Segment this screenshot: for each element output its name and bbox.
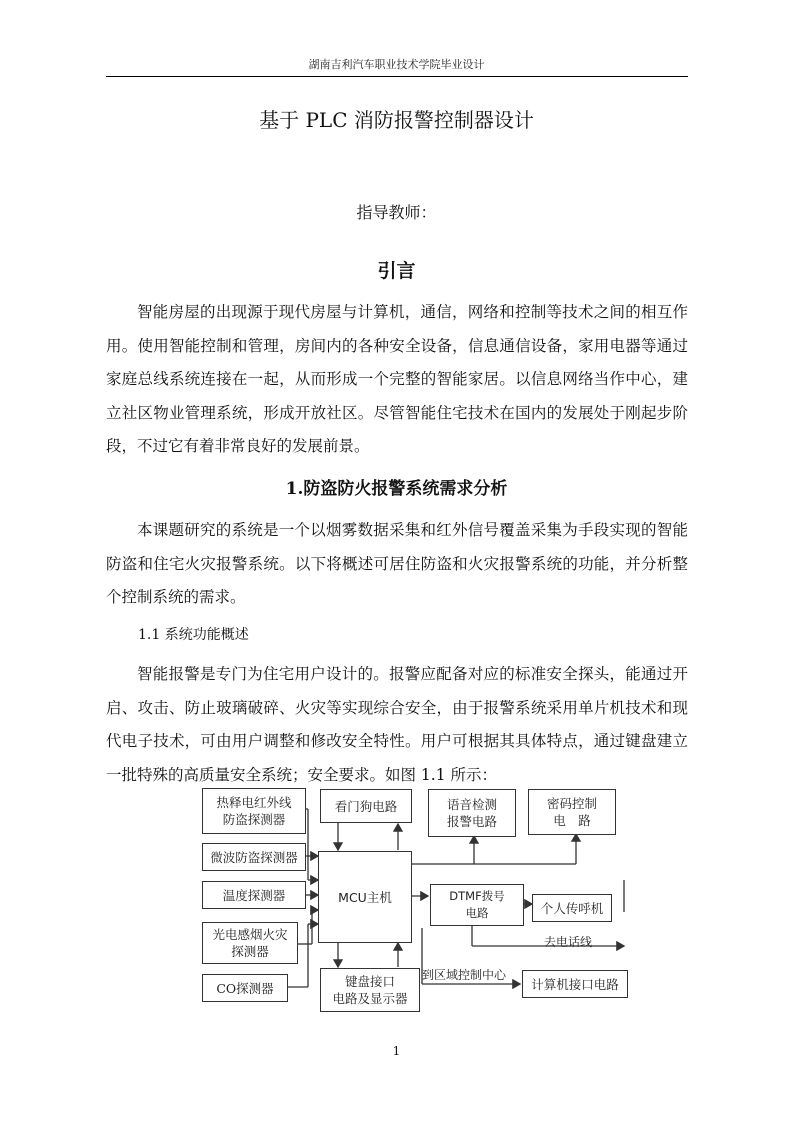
ir-detector-box [202, 788, 306, 834]
voice-alarm-box [428, 789, 516, 837]
temperature-detector-label: 温度探测器 [222, 887, 286, 903]
pager-box [532, 894, 612, 922]
password-label: 密码控制 电 路 [546, 796, 597, 828]
microwave-detector-label: 微波防盗探测器 [210, 849, 298, 865]
mcu-box [318, 851, 412, 943]
microwave-detector-box [202, 843, 306, 871]
keyboard-label: 键盘接口 电路及显示器 [332, 974, 408, 1006]
section-1-1-heading: 1.1 系统功能概述 [138, 627, 249, 643]
pc-interface-box [522, 970, 628, 998]
section-1-paragraph-text: 本课题研究的系统是一个以烟雾数据采集和红外信号覆盖采集为手段实现的智能防盗和住宅火灾报警系统。以下将概述可居住防盗和火灾报警系统的功能，并分析整个控制系统的需求。 [106, 521, 688, 606]
section-1-paragraph [106, 514, 688, 615]
ir-detector-label: 热释电红外线 防盗探测器 [216, 795, 292, 827]
pc-interface-label: 计算机接口电路 [531, 976, 619, 992]
system-block-diagram [196, 784, 630, 1016]
keyboard-box [320, 968, 420, 1012]
intro-paragraph [106, 296, 688, 464]
pager-label: 个人传呼机 [540, 900, 604, 916]
section-1-1-paragraph-text: 智能报警是专门为住宅用户设计的。报警应配备对应的标准安全探头，能通过开启、攻击、防止玻璃破碎、火灾等实现综合安全，由于报警系统采用单片机技术和现代电子技术，可由用户调整和修改安全特性。用户可根据其具体特点，通过键盘建立一批特殊的高质量安全系统；安全要求。如图 1.1 所示： [106, 665, 688, 784]
temperature-detector-box [202, 881, 306, 909]
co-detector-label: CO探测器 [216, 980, 274, 996]
dtmf-box [430, 884, 524, 926]
section-1-heading: 1.防盗防火报警系统需求分析 [285, 479, 508, 499]
co-detector-box [202, 974, 288, 1002]
document-title: 基于 PLC 消防报警控制器设计 [259, 108, 534, 132]
watchdog-box [320, 789, 412, 823]
advisor-label: 指导教师： [356, 203, 437, 222]
smoke-detector-box [202, 922, 298, 964]
mcu-label: MCU主机 [338, 889, 392, 905]
page-number: 1 [392, 1044, 401, 1058]
dtmf-label: DTMF拨号 电路 [449, 889, 505, 920]
smoke-detector-label: 光电感烟火灾 探测器 [212, 927, 288, 959]
voice-alarm-label: 语音检测 报警电路 [446, 797, 497, 829]
page-header: 湖南吉利汽车职业技术学院毕业设计 [308, 58, 485, 71]
section-1-1-paragraph [106, 658, 688, 792]
intro-paragraph-text: 智能房屋的出现源于现代房屋与计算机，通信，网络和控制等技术之间的相互作用。使用智能控制和管理，房间内的各种安全设备，信息通信设备，家用电器等通过家庭总线系统连接在一起，从而形成一个完整的智能家居。以信息网络当作中心，建立社区物业管理系统，形成开放社区。尽管智能住宅技术在国内的发展处于刚起步阶段，不过它有着非常良好的发展前景。 [106, 303, 688, 455]
control-center-label: 到区域控制中心 [422, 968, 507, 982]
intro-heading: 引言 [377, 260, 416, 282]
password-box [528, 789, 616, 835]
header-rule [106, 76, 688, 77]
watchdog-label: 看门狗电路 [334, 798, 398, 814]
phone-line-label: 去电话线 [544, 935, 593, 949]
